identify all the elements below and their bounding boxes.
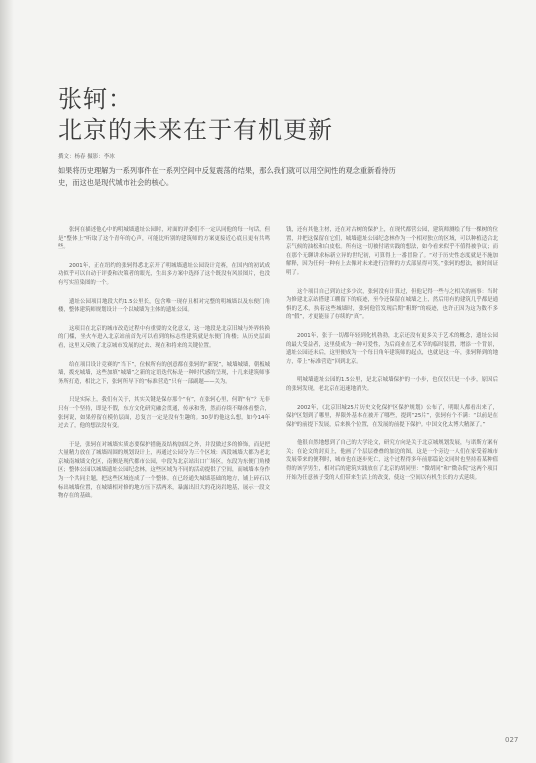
body-paragraph: 明城墙遗址公园的1.5公里，是北京城墙保护的一小步，也仅仅只是一小步，原因后的张轲发现，老北京在迅速地消失。 [286, 377, 498, 392]
page-number: 027 [505, 736, 519, 744]
article-title-line-2: 北京的未来在于有机更新 [58, 116, 333, 144]
body-paragraph: 这个项目自己到访过多少次，张轲没有计算过，但他记得一些与之相关的画事：当时为修建北京站搭建工棚留下的痕迹，至今还保留在城墙之上，然后用有的建筑几乎都是通惧的艺术，执着这些城墙时，张轲他管发现后期“粗野”的痕迹，也许正因为这为数不多的“假”，才更能显了存续的“真”。 [286, 288, 498, 321]
body-paragraph: 2001年，正在纽约的张轲得悉北京开了明城墙遗址公园设计竞赛，在国内的初试成功似乎可以自动于评委和决策者的眼光，生出多方案中选择了这个既没有风景图片，也没有写实渲染图的一个。 [58, 262, 270, 286]
body-paragraph: 2002年，《北京旧城25片历史文化保护区保护规划》公布了，明眼人都看出来了，保护区划到了哪里，界限外基本在被开了哪些，提到“25片”，张轲有个不满：“以前是在保护的前提下发展，后来换个位置，在发展的前提下保护。中国文化太博大精深了。” [286, 404, 498, 428]
page-gutter-shadow [0, 0, 14, 763]
body-paragraph: 这项目在北京的城市改造过程中有重要的文化意义，这一地段是北京旧城与外界转换的门槛，坐火车进入北京站前首先可以看到的标志性建筑就是东便门角楼；从历史层面看，这里又反映了北京城市发展的过去、现在和将来的关键位置。 [58, 325, 270, 349]
body-paragraph: 只是实际上，我们有关于，其实关键是保存那个“有”，在张轲心里，何谓“有”？无非只有一个坚持，即是不假，东方文化研究融会贯通，传承和秀，然而存续不曝体看整合，张轲说，如果停留在模仿层面，总复言一定是没有生趣的。30岁的他这么想，如今14年过去了，他的想法没有变。 [58, 397, 270, 430]
body-paragraph: 张轲在描述他心中的明城墙遗址公园时，对面的评委们不一定认同他的每一句话，但是“整体上”听取了这个青年的心声，可能比听别的建筑师的方案更接近心底且更有共鸣些。 [58, 227, 270, 251]
body-paragraph: 于是，张轲在对城墙实质态要保护措施及结构加固之外，并没做过多的修饰，而是把大量精力放在了城墙周围的规划设计上，再通过公园分为三个区域：西段城墙大都为老北京城南城墙文化区，南侧是现代都市公园，中段为北京站出口广场区，东段为东便门角楼区；整体公园以城墙遗址公园纪念林，这些区域为不同的活动提供了空间，而城墙本身作为一个共同主题，把这些区域连成了一个整体。在已经通失城墙基础的地方，铺上碎石以标出城墙位置，在城墙相对修的地方压下括两米，暴露出旧大的花岗岩地基，展示一段文物存在的基础。 [58, 441, 270, 500]
article-title-line-1: 张轲： [58, 85, 133, 113]
right-column [286, 226, 498, 492]
body-paragraph: 他很自然地想到了自己的大学论文，研究方向是关于北京城规划发展，与诺斯方案有关；在论文的封页上，他画了个层层叠叠的加边的图，这是一个旁边一人们在家受着城市发展带来的便利时，城市也在逐步死亡，这个过程得多年前那篇论文同时也坚持着某种值得的该学男生，相对后的建筑实践放在了北京的胡同里：“微胡同”和“微杂院”这两个项目开始为任意孩子受的人们带来生活上的改变，使这一空间以有机生长的方式延续。 [286, 440, 498, 481]
body-paragraph: 遗址公园项目地段大约1.5公里长，包含唯一现存且相对完整的明城墙以及东便门角楼，整体建筑师规划设计一个以城墙为主体的遗址公园。 [58, 298, 270, 314]
body-paragraph: 钱，还有其他主材，还在对古树的保护上，在现代都营公园，建筑师测绘了每一棵树的位置，并把这保留在它们，城墙遗址公园纪念林作为一个相对独立的区域，可以种植适合北京气候的油松和白皮松。所有这一切被付诸实践的想法，如今看来似乎不值得被争议；而在那个无聊讲求标新立异的世纪初，可算得上一番冒险了。“对于历史性态度就是不施加解释，因为任何一种有上去像对未来进行注释的方式部显得可笑，”张轲的想法，被时间证明了。 [286, 227, 498, 276]
body-paragraph: 给在项目设计竞赛的“当下”，位候所有的创意都在张轲的“新锐”，城墙城墙，朝板城墙，拨充城墙，这些加填“城墙”之新的定语迭代标是一种时代感的呈现，十几来建筑师事务所打造，相比之下，张轲所导下的“标准营造”只有一部副题——关为。 [58, 361, 270, 385]
byline: 撰文：杨春 摄影：李冰 [58, 154, 115, 160]
left-column [58, 226, 270, 511]
lead-paragraph: 如果将历史理解为一系列事件在一系列空间中反复震荡的结果，那么我们就可以用空间性的观念重新看待历史，而这也是现代城市社会的核心。 [58, 166, 396, 187]
article-title [58, 84, 498, 146]
body-paragraph: 2001年，张于一切都年轻到化机勃勃，北京还没有更多关于艺术的概念，遗址公园的最大受益者，这里使成为一种可爱性，为后商业在艺术节的临时装置，增添一个背景，遗址公园还未后，这里便成为一个每日角年建筑师的起点，也就是这一年，张轲释到的地方，带上“标准营造”回到北京。 [286, 332, 498, 365]
